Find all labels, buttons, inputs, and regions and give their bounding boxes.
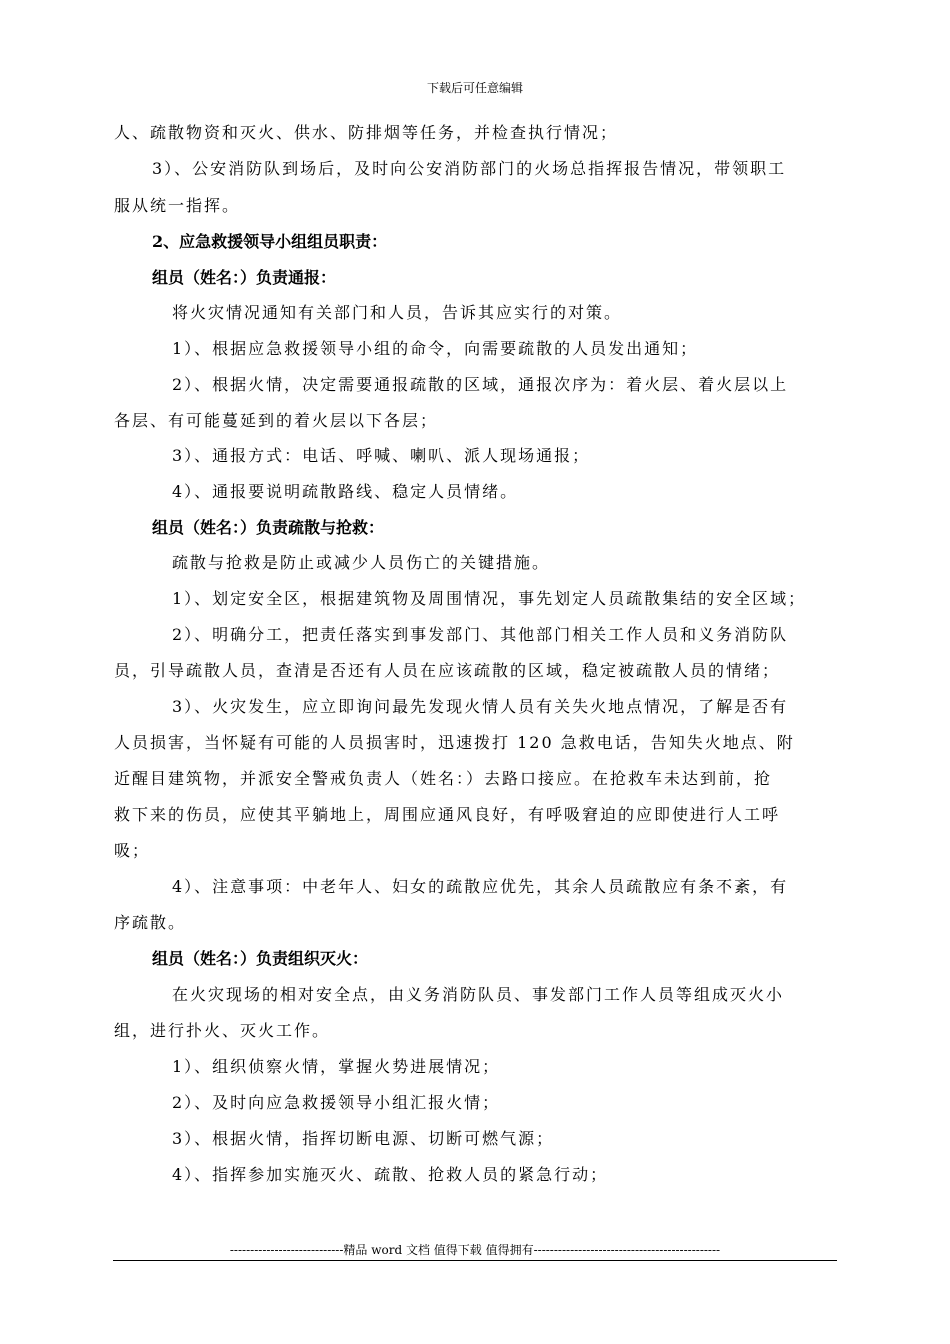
footer-divider bbox=[113, 1260, 837, 1261]
paragraph-line: 3）、公安消防队到场后，及时向公安消防部门的火场总指挥报告情况，带领职工 bbox=[152, 159, 787, 178]
paragraph-line: 近醒目建筑物，并派安全警戒负责人（姓名：）去路口接应。在抢救车未达到前，抢 bbox=[114, 769, 773, 788]
paragraph-line: 吸； bbox=[114, 841, 151, 860]
page-footer: ----------------------------精品 word 文档 值得下载 值得拥有---------------------------------------------- bbox=[229, 1243, 721, 1257]
paragraph-line: 1）、组织侦察火情，掌握火势进展情况； bbox=[172, 1057, 501, 1076]
paragraph-line: 救下来的伤员，应使其平躺地上，周围应通风良好，有呼吸窘迫的应即使进行人工呼 bbox=[114, 805, 781, 824]
paragraph-line: 3）、根据火情，指挥切断电源、切断可燃气源； bbox=[172, 1129, 555, 1148]
section-heading: 组员（姓名：）负责组织灭火： bbox=[152, 949, 369, 968]
paragraph-line: 在火灾现场的相对安全点，由义务消防队员、事发部门工作人员等组成灭火小 bbox=[172, 985, 785, 1004]
paragraph-line: 2）、及时向应急救援领导小组汇报火情； bbox=[172, 1093, 501, 1112]
section-heading: 组员（姓名：）负责通报： bbox=[152, 268, 337, 287]
paragraph-line: 1）、划定安全区，根据建筑物及周围情况，事先划定人员疏散集结的安全区域； bbox=[172, 589, 807, 608]
paragraph-line: 序疏散。 bbox=[114, 913, 187, 932]
paragraph-line: 将火灾情况通知有关部门和人员，告诉其应实行的对策。 bbox=[172, 303, 623, 322]
page-header: 下载后可任意编辑 bbox=[426, 81, 523, 95]
paragraph-line: 2）、根据火情，决定需要通报疏散的区域，通报次序为：着火层、着火层以上 bbox=[172, 375, 789, 394]
paragraph-line: 服从统一指挥。 bbox=[114, 196, 241, 215]
section-heading: 组员（姓名：）负责疏散与抢救： bbox=[152, 518, 385, 537]
section-heading: 2、应急救援领导小组组员职责： bbox=[152, 232, 388, 251]
paragraph-line: 1）、根据应急救援领导小组的命令，向需要疏散的人员发出通知； bbox=[172, 339, 699, 358]
paragraph-line: 组，进行扑火、灭火工作。 bbox=[114, 1021, 331, 1040]
paragraph-line: 疏散与抢救是防止或减少人员伤亡的关键措施。 bbox=[172, 553, 551, 572]
paragraph-line: 各层、有可能蔓延到的着火层以下各层； bbox=[114, 411, 439, 430]
paragraph-line: 3）、火灾发生，应立即询问最先发现火情人员有关失火地点情况，了解是否有 bbox=[172, 697, 789, 716]
paragraph-line: 4）、注意事项：中老年人、妇女的疏散应优先，其余人员疏散应有条不紊，有 bbox=[172, 877, 789, 896]
paragraph-line: 3）、通报方式：电话、呼喊、喇叭、派人现场通报； bbox=[172, 446, 591, 465]
paragraph-line: 员，引导疏散人员，查清是否还有人员在应该疏散的区域，稳定被疏散人员的情绪； bbox=[114, 661, 781, 680]
paragraph-line: 4）、指挥参加实施灭火、疏散、抢救人员的紧急行动； bbox=[172, 1165, 609, 1184]
paragraph-line: 人、疏散物资和灭火、供水、防排烟等任务，并检查执行情况； bbox=[114, 123, 619, 142]
paragraph-line: 人员损害，当怀疑有可能的人员损害时，迅速拨打 120 急救电话，告知失火地点、附 bbox=[114, 733, 795, 752]
paragraph-line: 4）、通报要说明疏散路线、稳定人员情绪。 bbox=[172, 482, 519, 501]
paragraph-line: 2）、明确分工，把责任落实到事发部门、其他部门相关工作人员和义务消防队 bbox=[172, 625, 789, 644]
